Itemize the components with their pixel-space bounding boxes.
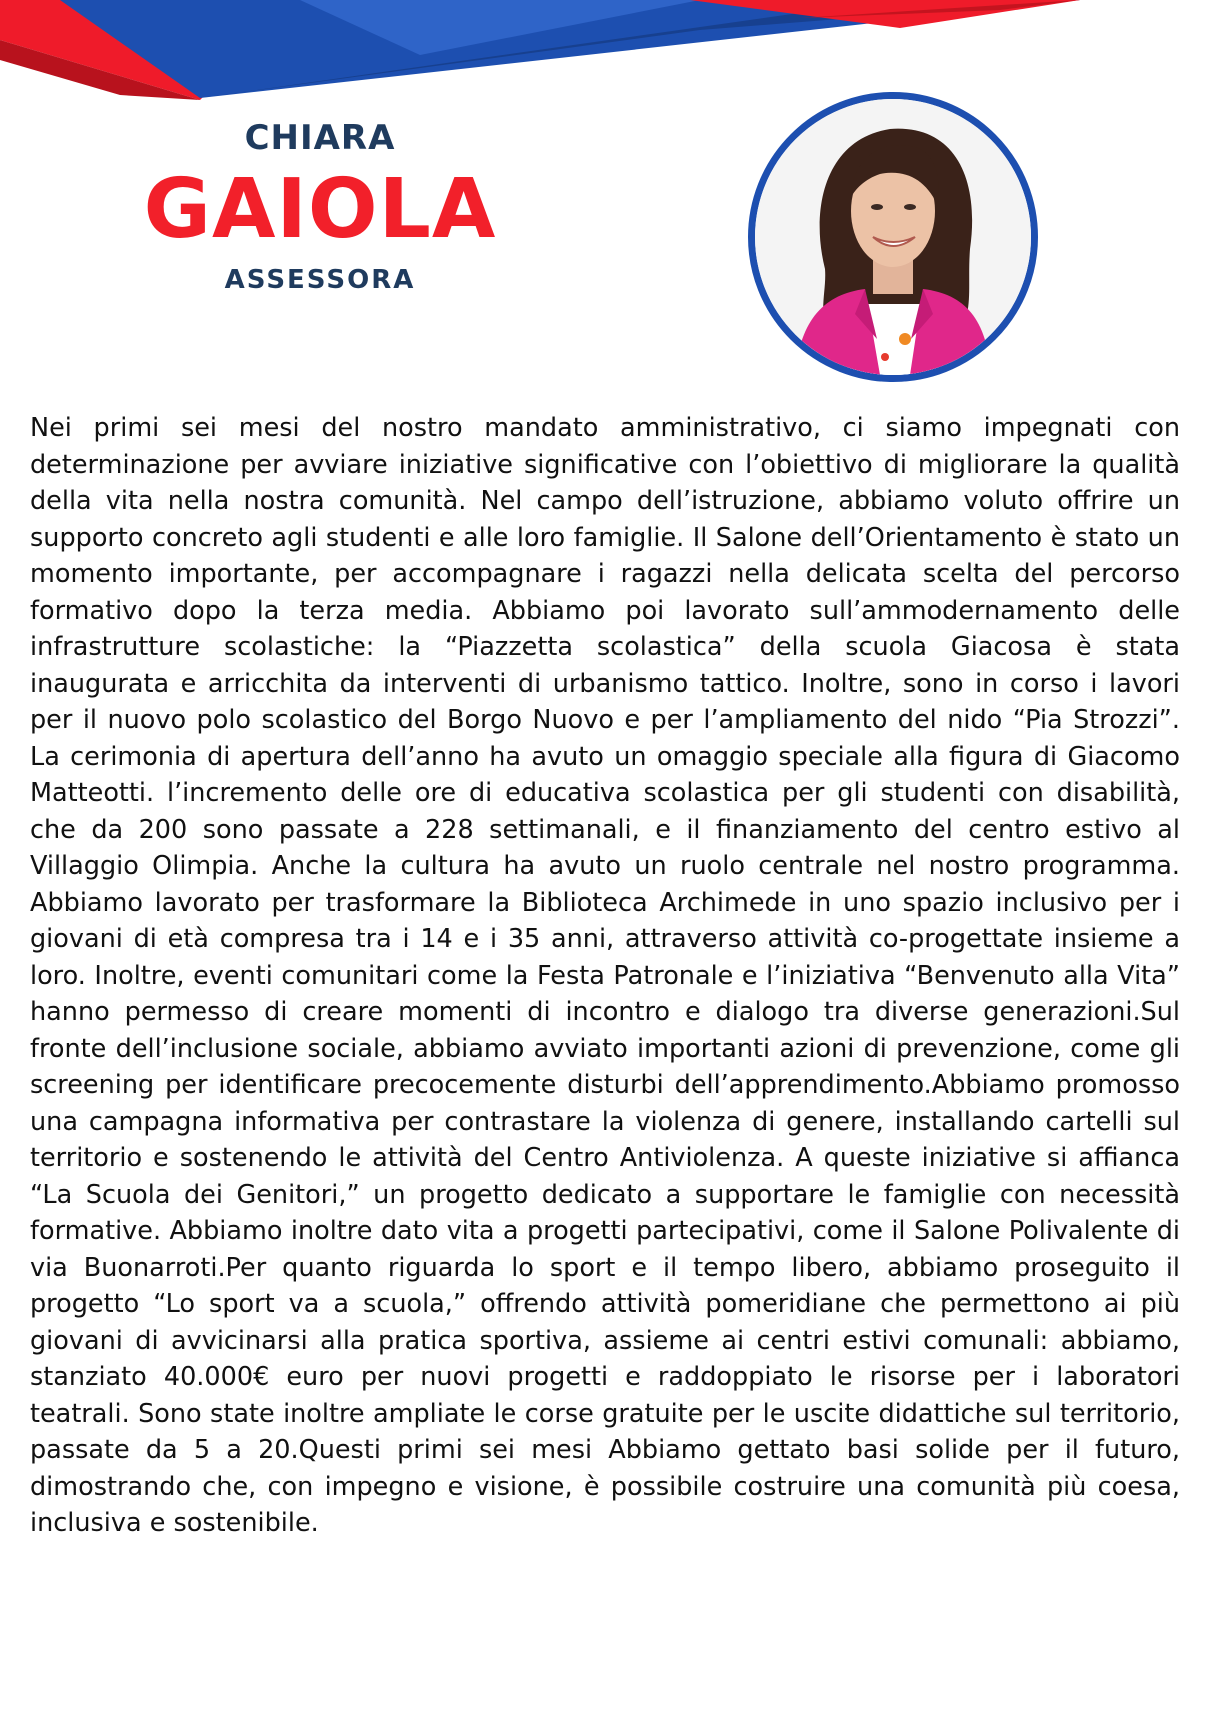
body-paragraph: Nei primi sei mesi del nostro mandato amministrativo, ci siamo impegnati con determinazione per avviare iniziative significative con l’obiettivo di migliorare la qualità della vita nella nostra comunità. Nel campo dell’istruzione, abbiamo voluto offrire un supporto concreto agli studenti e alle loro famiglie. Il Salone dell’Orientamento è stato un momento importante, per accompagnare i ragazzi nella delicata scelta del percorso formativo dopo la terza media. Abbiamo poi lavorato sull’ammodernamento delle infrastrutture scolastiche: la “Piazzetta scolastica” della scuola Giacosa è stata inaugurata e arricchita da interventi di urbanismo tattico. Inoltre, sono in corso i lavori per il nuovo polo scolastico del Borgo Nuovo e per l’ampliamento del nido “Pia Strozzi”. La cerimonia di apertura dell’anno ha avuto un omaggio speciale alla figura di Giacomo Matteotti. l’incremento delle ore di educativa scolastica per gli studenti con disabilità, che da 200 sono passate a 228 settimanali, e il finanziamento del centro estivo al Villaggio Olimpia. Anche la cultura ha avuto un ruolo centrale nel nostro programma. Abbiamo lavorato per trasformare la Biblioteca Archimede in uno spazio inclusivo per i giovani di età compresa tra i 14 e i 35 anni, attraverso attività co-progettate insieme a loro. Inoltre, eventi comunitari come la Festa Patronale e l’iniziativa “Benvenuto alla Vita” hanno permesso di creare momenti di incontro e dialogo tra diverse generazioni.Sul fronte dell’inclusione sociale, abbiamo avviato importanti azioni di prevenzione, come gli screening per identificare precocemente disturbi dell’apprendimento.Abbiamo promosso una campagna informativa per contrastare la violenza di genere, installando cartelli sul territorio e sostenendo le attività del Centro Antiviolenza. A queste iniziative si affianca “La Scuola dei Genitori,” un progetto dedicato a supportare le famiglie con necessità formative. Abbiamo inoltre dato vita a progetti partecipativi, come il Salone Polivalente di via Buonarroti.Per quanto riguarda lo sport e il tempo libero, abbiamo proseguito il progetto “Lo sport va a scuola,” offrendo attività pomeridiane che permettono ai più giovani di avvicinarsi alla pratica sportiva, assieme ai centri estivi comunali: abbiamo, stanziato 40.000€ euro per nuovi progetti e raddoppiato le risorse per i laboratori teatrali. Sono state inoltre ampliate le corse gratuite per le uscite didattiche sul territorio, passate da 5 a 20.Questi primi sei mesi Abbiamo gettato basi solide per il futuro, dimostrando che, con impegno e visione, è possibile costruire una comunità più coesa, inclusiva e sostenibile.: [30, 413, 1180, 1538]
portrait-frame: [748, 92, 1038, 382]
first-name: CHIARA: [244, 118, 396, 158]
last-name: GAIOLA: [143, 162, 497, 257]
top-banner: [0, 0, 1214, 110]
name-block: [120, 118, 520, 296]
portrait-photo-icon: [755, 99, 1031, 375]
role-title: ASSESSORA: [224, 265, 416, 295]
